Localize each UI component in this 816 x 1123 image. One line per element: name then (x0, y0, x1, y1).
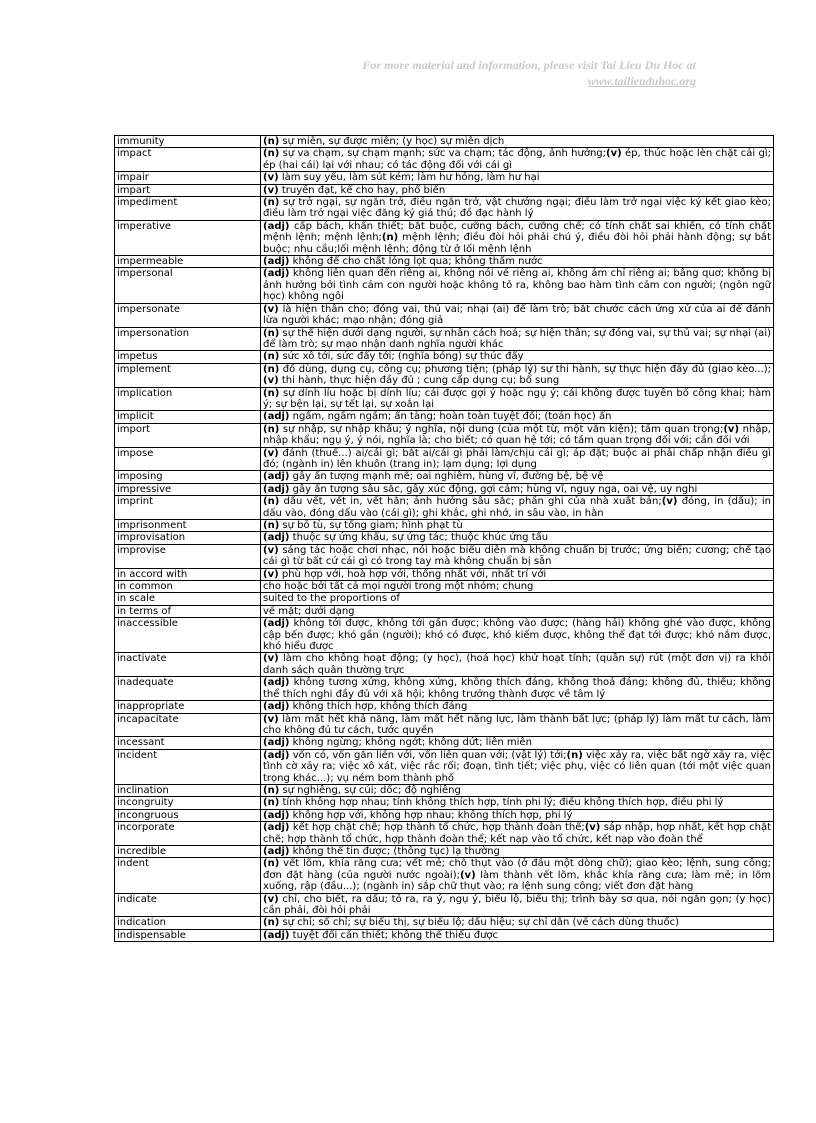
glossary-definition (261, 893, 774, 917)
glossary-term: impediment (115, 197, 261, 221)
definition-text: làm cho không hoạt động; (y học), (hoá học) khử hoạt tính; (quân sự) rút (một đơn vị) ra khỏi danh sách quân thường trực (263, 653, 771, 676)
part-of-speech: (n) (263, 423, 280, 435)
glossary-row (115, 701, 774, 713)
definition-text: mệnh lệnh; điều đòi hỏi phải chú ý, điều đòi hỏi phải hành động; sự bắt buộc; nhu cầu;lối mệnh lệnh; động từ ở lối mệnh lệnh (263, 232, 771, 255)
part-of-speech: (n) (263, 136, 280, 147)
glossary-term: impermeable (115, 256, 261, 268)
part-of-speech: (adj) (263, 220, 290, 232)
glossary-row (115, 471, 774, 483)
definition-text: không tương xứng, không xứng, không thích đáng, không thoả đáng; không đủ, thiếu; không thể thích nghi đầy đủ với xã hội; không trưởng thành được về tâm lý (263, 677, 771, 700)
glossary-row (115, 363, 774, 387)
glossary-term: inaccessible (115, 618, 261, 653)
glossary-definition (261, 568, 774, 580)
part-of-speech: (adj) (263, 268, 290, 280)
glossary-row (115, 653, 774, 677)
page-header (362, 57, 696, 89)
glossary-term: in common (115, 581, 261, 593)
part-of-speech: (n) (263, 363, 280, 375)
glossary-definition (261, 581, 774, 593)
part-of-speech: (n) (381, 232, 399, 244)
glossary-definition (261, 929, 774, 941)
glossary-row (115, 483, 774, 495)
glossary-row (115, 784, 774, 796)
definition-text: sự va chạm, sự chạm mạnh; sức va chạm; tác động, ảnh hưởng; (279, 148, 607, 160)
definition-text: làm suy yếu, làm sút kém; làm hư hỏng, làm hư hại (278, 172, 540, 184)
definition-text: chỉ, cho biết, ra dấu; tỏ ra, ra ý, ngụ ý, biểu lộ, biểu thị; trình bày sơ qua, nói ngắn gọn; (y học) cần phải, đòi hỏi phải (263, 893, 771, 916)
glossary-definition (261, 917, 774, 929)
definition-text: vốn có, vốn gắn liền với, vốn liên quan với; (vật lý) tới; (289, 749, 567, 761)
glossary-term: indispensable (115, 929, 261, 941)
glossary-row (115, 568, 774, 580)
glossary-definition (261, 136, 774, 148)
glossary-row (115, 496, 774, 520)
definition-text: sáng tác hoặc chơi nhạc, nói hoặc biểu diễn mà không chuẩn bị trước; ứng biến; cương; chế tạo cái gì từ bất cứ cái gì có trong tay mà không chuẩn bị sẵn (263, 544, 771, 568)
definition-text: truyền đạt, kể cho hay, phổ biến (278, 184, 446, 196)
glossary-term: impressive (115, 483, 261, 495)
glossary-definition (261, 605, 774, 617)
glossary-definition (261, 653, 774, 677)
part-of-speech: (v) (606, 148, 622, 160)
part-of-speech: (v) (263, 713, 279, 725)
glossary-definition (261, 363, 774, 387)
glossary-row (115, 809, 774, 821)
glossary-term: incapacitate (115, 713, 261, 737)
header-notice: For more material and information, please visit Tai Lieu Du Hoc at (362, 58, 696, 72)
glossary-row (115, 845, 774, 857)
glossary-term: imprisonment (115, 520, 261, 532)
glossary-definition (261, 303, 774, 327)
glossary-row (115, 197, 774, 221)
glossary-row (115, 256, 774, 268)
glossary-row (115, 749, 774, 784)
definition-text: sự dính líu hoặc bị dính líu; cái được gợi ý hoặc ngụ ý; cái không được tuyên bố công khai; hàm ý; sự bện lại, sự tết lại, sự xoắn lại (263, 387, 771, 410)
glossary-row (115, 713, 774, 737)
definition-text: làm thành vết lõm, khắc khía răng cưa; làm mẻ; in lõm xuống, rập (đầu...); (ngành in) sắp chữ thụt vào; ra lệnh sung công; viết đơn đặt hàng (263, 869, 772, 893)
glossary-term: in scale (115, 593, 261, 605)
glossary-row (115, 822, 774, 846)
part-of-speech: (adj) (263, 483, 290, 495)
part-of-speech: (v) (263, 893, 279, 905)
part-of-speech: (v) (263, 303, 279, 315)
glossary-definition (261, 327, 774, 351)
part-of-speech: (n) (263, 148, 280, 160)
part-of-speech: (adj) (263, 256, 290, 268)
part-of-speech: (n) (263, 797, 280, 809)
glossary-table (114, 135, 774, 942)
glossary-term: incredible (115, 845, 261, 857)
part-of-speech: (adj) (263, 677, 290, 689)
part-of-speech: (v) (661, 496, 678, 508)
part-of-speech: (v) (263, 172, 279, 184)
glossary-definition (261, 737, 774, 749)
glossary-term: implement (115, 363, 261, 387)
glossary-definition (261, 471, 774, 483)
glossary-row (115, 327, 774, 351)
glossary-row (115, 593, 774, 605)
definition-text: không hợp với, không hợp nhau; không thích hợp, phi lý (289, 809, 573, 821)
glossary-term: inclination (115, 784, 261, 796)
part-of-speech: (n) (263, 197, 280, 209)
glossary-term: indication (115, 917, 261, 929)
glossary-row (115, 858, 774, 893)
glossary-term: inadequate (115, 677, 261, 701)
glossary-definition (261, 387, 774, 411)
glossary-definition (261, 220, 774, 255)
definition-text: sự thể hiện dưới dạng người, sự nhân cách hoá; sự hiện thân; sự đóng vai, sự thủ vai; sự nhại (ai) để làm trò; sự mạo nhận danh nghĩa người khác (263, 327, 771, 350)
glossary-term: incessant (115, 737, 261, 749)
glossary-row (115, 737, 774, 749)
definition-text: không liên quan đến riêng ai, không nói về riêng ai, không ám chỉ riêng ai; bâng quơ; không bị ảnh hưởng bởi tình cảm con người hoặc không tỏ ra, không bao hàm tình cảm con người; (ngôn ngữ học) không ngôi (263, 268, 771, 303)
definition-text: tuyệt đối cần thiết; không thể thiếu được (289, 929, 499, 941)
glossary-row (115, 303, 774, 327)
definition-text: vết lõm, khía răng cưa; vết mẻ; chỗ thụt vào (ở đầu một dòng chữ); giao kèo; lệnh, sung công; đơn đặt hàng (của người nước ngoài); (263, 858, 771, 881)
definition-text: sức xô tới, sức đẩy tới; (nghĩa bóng) sự thúc đẩy (279, 351, 524, 363)
part-of-speech: (n) (263, 351, 280, 363)
glossary-definition (261, 593, 774, 605)
definition-text: không thích hợp, không thích đáng (289, 701, 468, 713)
glossary-row (115, 520, 774, 532)
glossary-row (115, 532, 774, 544)
glossary-definition (261, 351, 774, 363)
definition-text: thuộc sự ứng khẩu, sự ứng tác; thuộc khúc ứng tấu (289, 532, 549, 544)
definition-text: đóng, in (dấu); in dấu vào, đóng dấu vào (cái gì); ghi khắc, ghi nhớ, in sâu vào, in hằn (263, 496, 772, 519)
glossary-row (115, 172, 774, 184)
glossary-row (115, 581, 774, 593)
glossary-term: impair (115, 172, 261, 184)
definition-text: suited to the proportions of (263, 593, 400, 605)
glossary-term: impersonate (115, 303, 261, 327)
glossary-term: immunity (115, 136, 261, 148)
glossary-term: implicit (115, 411, 261, 423)
glossary-row (115, 351, 774, 363)
glossary-term: in terms of (115, 605, 261, 617)
glossary-term: impose (115, 447, 261, 471)
glossary-term: impact (115, 148, 261, 172)
definition-text: cho hoặc bởi tất cả mọi người trong một nhóm; chung (263, 581, 534, 593)
definition-text: về mặt; dưới dạng (263, 605, 355, 617)
glossary-term: imperative (115, 220, 261, 255)
glossary-term: incorporate (115, 822, 261, 846)
part-of-speech: (adj) (263, 411, 290, 423)
part-of-speech: (adj) (263, 929, 290, 941)
part-of-speech: (adj) (263, 471, 290, 483)
glossary-term: impersonation (115, 327, 261, 351)
part-of-speech: (v) (723, 423, 740, 435)
part-of-speech: (n) (263, 520, 280, 531)
part-of-speech: (adj) (263, 701, 290, 713)
glossary-term: implication (115, 387, 261, 411)
glossary-row (115, 605, 774, 617)
part-of-speech: (v) (263, 184, 279, 196)
definition-text: phù hợp với, hoà hợp với, thống nhất với, nhất trí với (278, 568, 547, 580)
glossary-definition (261, 496, 774, 520)
part-of-speech: (adj) (263, 618, 290, 630)
header-website-link[interactable]: www.tailieuduhoc.org (587, 74, 696, 88)
definition-text: gây ấn tượng sâu sắc, gây xúc động, gợi cảm; hùng vĩ, nguy nga, oai vệ, uy nghi (289, 483, 698, 495)
glossary-row (115, 268, 774, 303)
glossary-row (115, 220, 774, 255)
definition-text: đồ dùng, dụng cụ, công cụ; phương tiện; (pháp lý) sự thi hành, sự thực hiện đầy đủ (giao kèo...); (279, 363, 771, 375)
glossary-definition (261, 797, 774, 809)
definition-text: tính không hợp nhau; tính không thích hợp, tính phi lý; điều không thích hợp, điều phi lý (279, 797, 724, 809)
definition-text: dấu vết, vết in, vết hằn; ảnh hưởng sâu sắc; phần ghi của nhà xuất bản; (279, 496, 662, 508)
part-of-speech: (adj) (263, 749, 290, 761)
glossary-row (115, 447, 774, 471)
definition-text: gây ấn tượng mạnh mẽ; oai nghiêm, hùng vĩ, đường bệ, bệ vệ (289, 471, 604, 483)
definition-text: ngấm, ngấm ngầm; ẩn tàng; hoàn toàn tuyệt đối; (toán học) ẩn (289, 411, 612, 423)
glossary-definition (261, 268, 774, 303)
part-of-speech: (adj) (263, 809, 290, 821)
glossary-definition (261, 677, 774, 701)
glossary-row (115, 917, 774, 929)
definition-text: kết hợp chặt chẽ; hợp thành tổ chức, hợp thành đoàn thể; (289, 822, 585, 834)
part-of-speech: (v) (263, 544, 279, 556)
definition-text: đánh (thuế...) ai/cái gì; bắt ai/cái gì phải làm/chịu cái gì; áp đặt; buộc ai phải chấp nhận điều gì đó; (ngành in) lên khuôn (trang in); lạm dụng; lợi dụng (263, 447, 771, 470)
part-of-speech: (v) (584, 822, 601, 834)
glossary-term: improvisation (115, 532, 261, 544)
part-of-speech: (adj) (263, 532, 290, 544)
definition-text: sự nghiêng, sự cúi; dốc; độ nghiêng (279, 784, 461, 796)
glossary-definition (261, 184, 774, 196)
glossary-definition (261, 713, 774, 737)
definition-text: nhập, nhập khẩu; ngụ ý, ý nói, nghĩa là; cho biết; có quan hệ tới; có tầm quan trọng đối với; cần đối với (263, 423, 771, 447)
definition-text: sự miễn, sự được miễn; (y học) sự miễn dịch (279, 136, 505, 147)
part-of-speech: (adj) (263, 737, 290, 749)
definition-text: việc phụ, việc có liên quan (tới một việc quan trọng khác...); vụ ném bom thành phố (263, 761, 771, 784)
definition-text: cấp bách, khẩn thiết; bắt buộc, cưỡng bách, cưỡng chế; có tính chất sai khiến, có tính chất mệnh lệnh; mệnh lệnh; (263, 220, 771, 244)
definition-text: việc xảy ra, việc bất ngờ xảy ra, việc tình cờ xảy ra; việc xô xát, việc rắc rối; đoạn, tình tiết; (263, 749, 771, 773)
part-of-speech: (adj) (263, 845, 290, 857)
glossary-body (115, 136, 774, 942)
glossary-definition (261, 256, 774, 268)
glossary-term: impart (115, 184, 261, 196)
part-of-speech: (n) (263, 858, 280, 870)
glossary-row (115, 618, 774, 653)
glossary-definition (261, 822, 774, 846)
glossary-row (115, 797, 774, 809)
glossary-definition (261, 172, 774, 184)
part-of-speech: (n) (263, 327, 280, 339)
definition-text: sự bỏ tù, sự tống giam; hình phạt tù (279, 520, 463, 531)
glossary-row (115, 148, 774, 172)
definition-text: sự nhập, sự nhập khẩu; ý nghĩa, nội dung (của một từ, một văn kiện); tầm quan trọng; (279, 423, 724, 435)
glossary-definition (261, 532, 774, 544)
glossary-definition (261, 544, 774, 568)
definition-text: làm mất hết khả năng, làm mất hết năng lực, làm thành bất lực; (pháp lý) làm mất tư cách, làm cho không đủ tư cách, tước quyền (263, 713, 771, 736)
glossary-term: improvise (115, 544, 261, 568)
glossary-term: impersonal (115, 268, 261, 303)
definition-text: là hiện thân cho; đóng vai, thủ vai; nhại (ai) để làm trò; bắt chước cách ứng xử của ai để đánh lừa người khác; mạo nhận; đóng giả (263, 303, 771, 327)
definition-text: không thể tin được; (thông tục) lạ thường (289, 845, 500, 857)
glossary-row (115, 893, 774, 917)
part-of-speech: (adj) (263, 822, 290, 834)
glossary-term: indent (115, 858, 261, 893)
glossary-row (115, 544, 774, 568)
part-of-speech: (n) (263, 917, 280, 929)
part-of-speech: (v) (459, 869, 476, 881)
glossary-definition (261, 618, 774, 653)
glossary-definition (261, 858, 774, 893)
part-of-speech: (v) (263, 568, 279, 580)
glossary-term: inappropriate (115, 701, 261, 713)
glossary-row (115, 184, 774, 196)
definition-text: ép, thúc hoặc lèn chặt cái gì; ép (hai cái) lại với nhau; có tác động đối với cái gì (263, 148, 771, 171)
glossary-row (115, 136, 774, 148)
glossary-row (115, 929, 774, 941)
definition-text: thi hành, thực hiện đầy đủ ; cung cấp dụng cụ; bổ sung (278, 375, 560, 387)
definition-text: không ngừng; không ngớt; không dứt; liên miên (289, 737, 532, 749)
glossary-term: inactivate (115, 653, 261, 677)
glossary-term: incongruity (115, 797, 261, 809)
part-of-speech: (n) (566, 749, 583, 761)
definition-text: sáp nhập, hợp nhất, kết hợp chặt chẽ; hợp thành tổ chức, hợp thành đoàn thể; kết nạp vào tổ chức, kết nạp vào đoàn thể (263, 822, 771, 845)
glossary-term: in accord with (115, 568, 261, 580)
glossary-definition (261, 197, 774, 221)
glossary-row (115, 677, 774, 701)
glossary-row (115, 411, 774, 423)
definition-text: sự chỉ; số chỉ; sự biểu thị, sự biểu lộ; dấu hiệu; sự chỉ dẫn (về cách dùng thuốc) (279, 917, 679, 929)
glossary-row (115, 387, 774, 411)
glossary-term: impetus (115, 351, 261, 363)
glossary-term: imprint (115, 496, 261, 520)
glossary-definition (261, 411, 774, 423)
glossary-definition (261, 809, 774, 821)
glossary-row (115, 423, 774, 447)
glossary-definition (261, 423, 774, 447)
glossary-term: incongruous (115, 809, 261, 821)
glossary-definition (261, 784, 774, 796)
part-of-speech: (v) (263, 653, 279, 665)
part-of-speech: (n) (263, 496, 280, 508)
part-of-speech: (v) (263, 447, 279, 459)
glossary-term: incident (115, 749, 261, 784)
definition-text: sự trở ngại, sự ngăn trở, điều ngăn trở, vật chướng ngại; điều làm trở ngại việc ký kết giao kèo; điều làm trở ngại việc đăng ký giá thú; đồ đạc hành lý (263, 197, 771, 220)
glossary-term: indicate (115, 893, 261, 917)
glossary-definition (261, 520, 774, 532)
glossary-term: import (115, 423, 261, 447)
part-of-speech: (n) (263, 784, 280, 796)
part-of-speech: (n) (263, 387, 280, 399)
glossary-definition (261, 148, 774, 172)
glossary-term: imposing (115, 471, 261, 483)
glossary-definition (261, 447, 774, 471)
glossary-definition (261, 749, 774, 784)
glossary-definition (261, 845, 774, 857)
glossary-definition (261, 701, 774, 713)
glossary-definition (261, 483, 774, 495)
definition-text: không để cho chất lỏng lọt qua; không thấm nước (289, 256, 543, 268)
definition-text: không tới được, không tới gần được; không vào được; (hàng hải) không ghé vào được, không cập bến được; khó gần (người); khó có được, khó kiếm được, không thể đạt tới được; khó nắm được, khó hiểu được (263, 618, 771, 653)
part-of-speech: (v) (263, 375, 279, 387)
